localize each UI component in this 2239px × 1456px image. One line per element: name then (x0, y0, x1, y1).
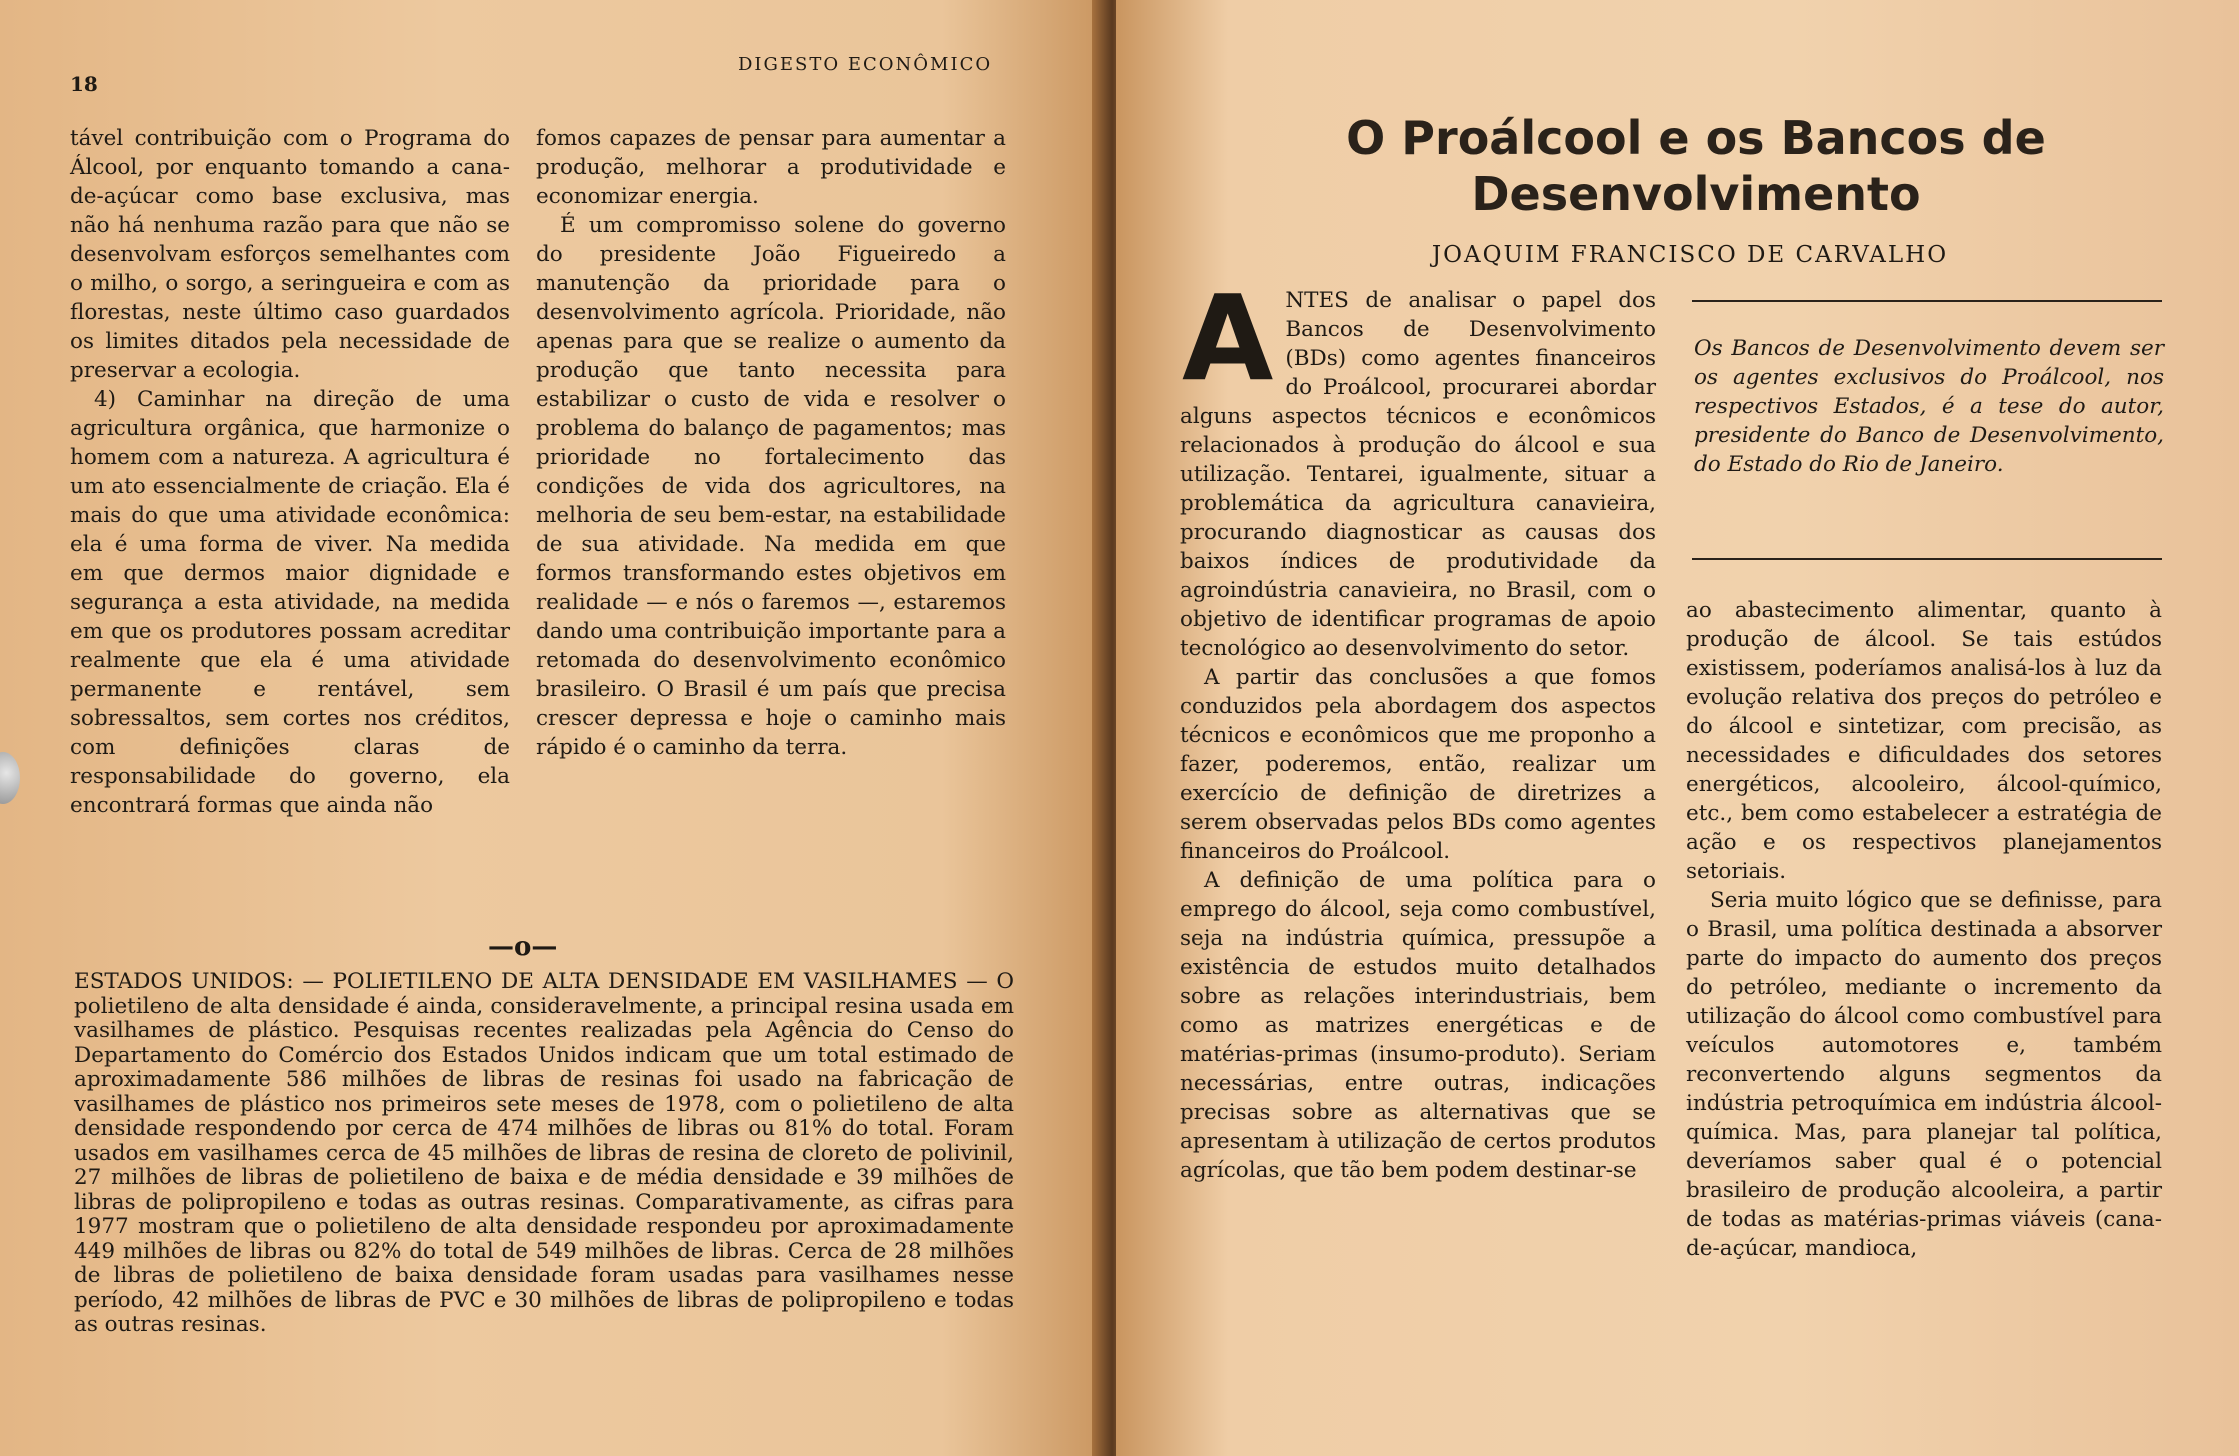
right-column-2 (1686, 596, 2162, 1263)
opening-paragraph (1180, 269, 1656, 663)
paragraph: ao abastecimento alimentar, quanto à produção de álcool. Se tais estúdos existissem, poderíamos analisá-los à luz da evolução relativa dos preços do petróleo e do álcool e sintetizar, com precisão, as necessidades e dificuldades dos setores energéticos, alcooleiro, álcool-químico, etc., bem como estabelecer a estratégia de ação e os respectivos planejamentos setoriais. (1686, 598, 2162, 884)
paragraph-text: NTES de analisar o papel dos Bancos de Desenvolvimento (BDs) como agentes financeiros do Proálcool, procurarei abordar alguns aspectos técnicos e econômicos relacionados à produção do álcool e sua utilização. Tentarei, igualmente, situar a problemática da agricultura canavieira, procurando diagnosticar as causas dos baixos índices de produtividade da agroindústria canavieira, no Brasil, com o objetivo de identificar programas de apoio tecnológico ao desenvolvimento do setor. (1180, 288, 1656, 661)
article-summary: Os Bancos de Desenvolvimento devem ser os agentes exclusivos do Proálcool, nos respectivos Estados, é a tese do autor, presidente do Banco de Desenvolvimento, do Estado do Rio de Janeiro. (1694, 336, 2164, 477)
left-column-2 (536, 124, 1006, 762)
section-separator: —o— (488, 932, 558, 962)
news-item: ESTADOS UNIDOS: — POLIETILENO DE ALTA DENSIDADE EM VASILHAMES — O polietileno de alta densidade é ainda, consideravelmente, a principal resina usada em vasilhames de plástico. Pesquisas recentes realizadas pela Agência do Censo do Departamento do Comércio dos Estados Unidos indicam que um total estimado de aproximadamente 586 milhões de libras de resinas foi usado na fabricação de vasilhames de plástico nos primeiros sete meses de 1978, com o polietileno de alta densidade respondendo por cerca de 474 milhões de libras ou 81% do total. Foram usados em vasilhames cerca de 45 milhões de libras de resina de cloreto de polivinil, 27 milhões de libras de polietileno de baixa e de média densidade e 39 milhões de libras de polipropileno e todas as outras resinas. Comparativamente, as cifras para 1977 mostram que o polietileno de alta densidade respondeu por aproximadamente 449 milhões de libras ou 82% do total de 549 milhões de libras. Cerca de 28 milhões de libras de polietileno de baixa densidade foram usadas para vasilhames nesse período, 42 milhões de libras de PVC e 30 milhões de libras de polipropileno e todas as outras resinas. (74, 969, 1014, 1337)
paragraph: tável contribuição com o Programa do Álcool, por enquanto tomando a cana-de-açúcar como base exclusiva, mas não há nenhuma razão para que não se desenvolvam esforços semelhantes com o milho, o sorgo, a seringueira e com as florestas, neste último caso guardados os limites ditados pela necessidade de preservar a ecologia. (70, 126, 510, 383)
paragraph: A definição de uma política para o emprego do álcool, seja como combustível, seja na indústria química, pressupõe a existência de estudos muito detalhados sobre as relações interindustriais, bem como as matrizes energéticas e de matérias-primas (insumo-produto). Seriam necessárias, entre outras, indicações precisas sobre as alternativas que se apresentam à utilização de certos produtos agrícolas, que tão bem podem destinar-se (1180, 868, 1656, 1183)
paragraph: 4) Caminhar na direção de uma agricultura orgânica, que harmonize o homem com a natureza. A agricultura é um ato essencialmente de criação. Ela é mais do que uma atividade econômica: ela é uma forma de viver. Na medida em que dermos maior dignidade e segurança a esta atividade, na medida em que os produtores possam acreditar realmente que ela é uma atividade permanente e rentável, sem sobressaltos, sem cortes nos créditos, com definições claras de responsabilidade do governo, ela encontrará formas que ainda não (70, 387, 510, 818)
running-head: DIGESTO ECONÔMICO (738, 54, 993, 75)
article-title: O Proálcool e os Bancos de Desenvolvimento (1346, 111, 2046, 221)
page-number: 18 (70, 72, 98, 96)
coin-object (0, 752, 20, 804)
summary-rule-bottom (1692, 558, 2162, 560)
paragraph: É um compromisso solene do governo do presidente João Figueiredo a manutenção da prioridade para o desenvolvimento agrícola. Prioridade, não apenas para que se realize o aumento da produção que tanto necessita para estabilizar o custo de vida e resolver o problema do balanço de pagamentos; mas prioridade no fortalecimento das condições de vida dos agricultores, na melhoria de seu bem-estar, na estabilidade de sua atividade. Na medida em que formos transformando estes objetivos em realidade — e nós o faremos —, estaremos dando uma contribuição importante para a retomada do desenvolvimento econômico brasileiro. O Brasil é um país que precisa crescer depressa e hoje o caminho mais rápido é o caminho da terra. (536, 213, 1006, 760)
left-page (0, 0, 1108, 1456)
summary-rule-top (1692, 300, 2162, 302)
left-column-1 (70, 124, 510, 820)
author-byline: JOAQUIM FRANCISCO DE CARVALHO (1431, 242, 1949, 268)
drop-cap: A (1182, 269, 1274, 407)
paragraph: Seria muito lógico que se definisse, para o Brasil, uma política destinada a absorver parte do impacto do aumento dos preços do petróleo, mediante o incremento da utilização do álcool como combustível para veículos automotores e, também reconvertendo alguns segmentos da indústria petroquímica em indústria álcool-química. Mas, para planejar tal política, deveríamos saber qual é o potencial brasileiro de produção alcooleira, a partir de todas as matérias-primas viáveis (cana-de-açúcar, mandioca, (1686, 888, 2162, 1261)
paragraph: A partir das conclusões a que fomos conduzidos pela abordagem dos aspectos técnicos e econômicos que me proponho a fazer, poderemos, então, realizar um exercício de definição de diretrizes a serem observadas pelos BDs como agentes financeiros do Proálcool. (1180, 665, 1656, 864)
paragraph: fomos capazes de pensar para aumentar a produção, melhorar a produtividade e economizar energia. (536, 126, 1006, 209)
right-column-1 (1180, 269, 1656, 1185)
